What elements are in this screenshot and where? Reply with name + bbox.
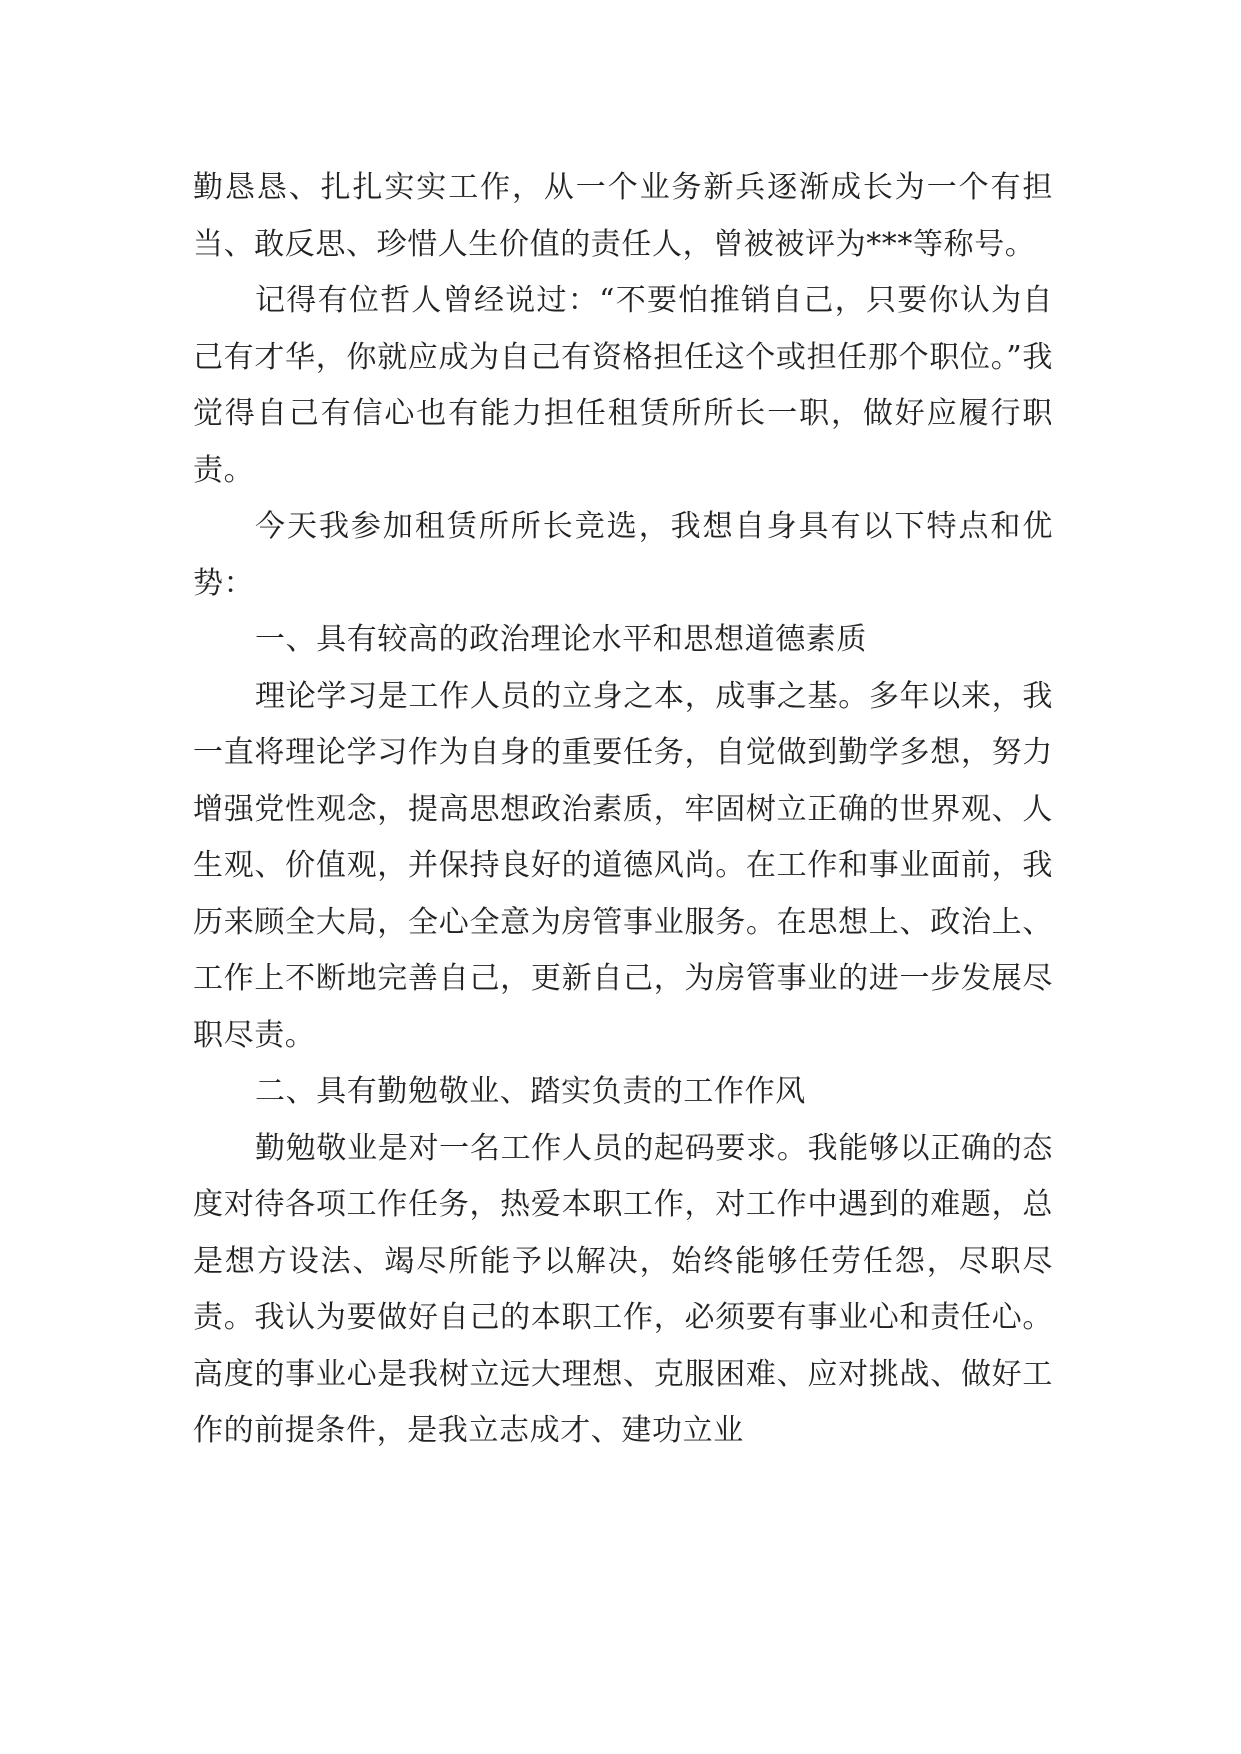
paragraph-quote: 记得有位哲人曾经说过：“不要怕推销自己，只要你认为自己有才华，你就应成为自己有资格担任这个或担任那个职位。”我觉得自己有信心也有能力担任租赁所所长一职，做好应履行职责。 [193, 283, 1053, 488]
section-heading-2: 二、具有勤勉敬业、踏实负责的工作作风 [255, 1074, 806, 1109]
paragraph-intro: 今天我参加租赁所所长竞选，我想自身具有以下特点和优势： [193, 509, 1053, 601]
section-heading-1: 一、具有较高的政治理论水平和思想道德素质 [255, 622, 867, 657]
paragraph-continued: 勤恳恳、扎扎实实工作，从一个业务新兵逐渐成长为一个有担当、敢反思、珍惜人生价值的责任人，曾被被评为***等称号。 [193, 170, 1053, 262]
document-body [193, 160, 1053, 1460]
paragraph-section-1: 理论学习是工作人员的立身之本，成事之基。多年以来，我一直将理论学习作为自身的重要任务，自觉做到勤学多想，努力增强党性观念，提高思想政治素质，牢固树立正确的世界观、人生观、价值观，并保持良好的道德风尚。在工作和事业面前，我历来顾全大局，全心全意为房管事业服务。在思想上、政治上、工作上不断地完善自己，更新自己，为房管事业的进一步发展尽职尽责。 [193, 678, 1053, 1053]
paragraph-section-2: 勤勉敬业是对一名工作人员的起码要求。我能够以正确的态度对待各项工作任务，热爱本职工作，对工作中遇到的难题，总是想方设法、竭尽所能予以解决，始终能够任劳任怨，尽职尽责。我认为要做好自己的本职工作，必须要有事业心和责任心。高度的事业心是我树立远大理想、克服困难、应对挑战、做好工作的前提条件，是我立志成才、建功立业 [193, 1130, 1053, 1448]
